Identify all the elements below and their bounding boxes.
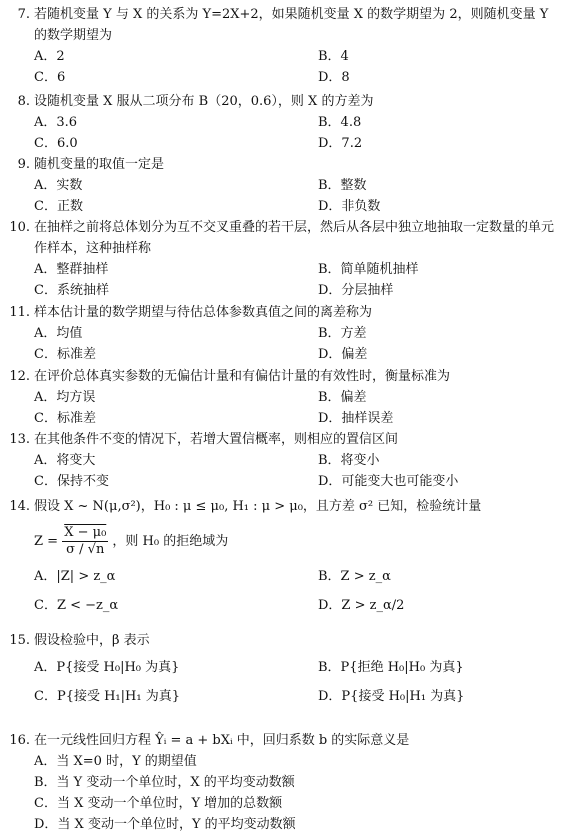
option-b[interactable]: B．简单随机抽样 bbox=[318, 262, 419, 277]
question-text: 假设检验中，β 表示 bbox=[34, 633, 150, 648]
option-c[interactable]: C．标准差 bbox=[34, 411, 96, 426]
option-d[interactable]: D．可能变大也可能变小 bbox=[318, 474, 459, 489]
option-b[interactable]: B．P{拒绝 H₀|H₀ 为真} bbox=[318, 660, 464, 675]
option-b[interactable]: B．当 Y 变动一个单位时，X 的平均变动数额 bbox=[34, 775, 295, 790]
question-16 bbox=[4, 730, 563, 835]
formula-tail: ，则 H₀ 的拒绝域为 bbox=[112, 534, 229, 549]
option-a[interactable]: A．P{接受 H₀|H₀ 为真} bbox=[34, 660, 180, 675]
question-text: 在一元线性回归方程 Ŷᵢ = a + bXᵢ 中，回归系数 b 的实际意义是 bbox=[34, 733, 410, 748]
question-number: 13. bbox=[9, 432, 30, 447]
question-number: 10. bbox=[9, 220, 30, 235]
option-c[interactable]: C．正数 bbox=[34, 199, 83, 214]
option-d[interactable]: D．7.2 bbox=[318, 136, 363, 151]
option-a[interactable]: A．|Z| > z_α bbox=[34, 569, 116, 584]
question-number: 7. bbox=[17, 7, 30, 22]
question-stem bbox=[4, 496, 563, 517]
option-a[interactable]: A．均方误 bbox=[34, 390, 96, 405]
question-stem bbox=[4, 730, 563, 751]
question-number: 12. bbox=[9, 369, 30, 384]
question-stem bbox=[4, 4, 563, 46]
question-13 bbox=[4, 429, 563, 492]
question-text: 样本估计量的数学期望与待估总体参数真值之间的离差称为 bbox=[34, 305, 373, 320]
formula-numerator: X − μ₀ bbox=[64, 525, 107, 540]
options bbox=[34, 657, 563, 707]
option-b[interactable]: B．Z > z_α bbox=[318, 569, 391, 584]
question-stem bbox=[4, 91, 563, 112]
question-stem bbox=[4, 302, 563, 323]
option-c[interactable]: C．6 bbox=[34, 70, 66, 85]
option-d[interactable]: D．抽样误差 bbox=[318, 411, 394, 426]
option-a[interactable]: A．2 bbox=[34, 49, 65, 64]
formula-lhs: Z = bbox=[34, 534, 59, 549]
option-b[interactable]: B．方差 bbox=[318, 326, 367, 341]
option-d[interactable]: D．8 bbox=[318, 70, 350, 85]
options bbox=[34, 323, 563, 365]
question-number: 8. bbox=[17, 94, 30, 109]
options bbox=[34, 46, 563, 88]
option-a[interactable]: A．均值 bbox=[34, 326, 83, 341]
question-text: 在其他条件不变的情况下，若增大置信概率，则相应的置信区间 bbox=[34, 432, 399, 447]
options bbox=[34, 387, 563, 429]
option-b[interactable]: B．4 bbox=[318, 49, 349, 64]
question-text: 设随机变量 X 服从二项分布 B（20，0.6），则 X 的方差为 bbox=[34, 94, 374, 109]
option-a[interactable]: A．当 X=0 时，Y 的期望值 bbox=[34, 754, 197, 769]
question-number: 15. bbox=[9, 633, 30, 648]
question-15 bbox=[4, 630, 563, 707]
question-7 bbox=[4, 4, 563, 88]
options bbox=[34, 566, 563, 616]
question-text: 假设 X ~ N(μ,σ²)，H₀ : μ ≤ μ₀, H₁ : μ > μ₀，且方差 σ² 已知，检验统计量 bbox=[34, 499, 482, 514]
option-c[interactable]: C．保持不变 bbox=[34, 474, 109, 489]
question-stem bbox=[4, 429, 563, 450]
option-c[interactable]: C．6.0 bbox=[34, 136, 78, 151]
option-d[interactable]: D．偏差 bbox=[318, 347, 368, 362]
option-c[interactable]: C．当 X 变动一个单位时，Y 增加的总数额 bbox=[34, 796, 283, 811]
question-8 bbox=[4, 91, 563, 154]
formula-denominator: σ / √n bbox=[66, 542, 105, 557]
option-a[interactable]: A．实数 bbox=[34, 178, 83, 193]
option-b[interactable]: B．4.8 bbox=[318, 115, 362, 130]
question-9 bbox=[4, 154, 563, 217]
question-stem bbox=[4, 217, 563, 259]
option-b[interactable]: B．整数 bbox=[318, 178, 367, 193]
question-stem bbox=[4, 154, 563, 175]
question-number: 14. bbox=[9, 499, 30, 514]
question-12 bbox=[4, 366, 563, 429]
option-a[interactable]: A．将变大 bbox=[34, 453, 96, 468]
options bbox=[34, 112, 563, 154]
option-d[interactable]: D．分层抽样 bbox=[318, 283, 394, 298]
option-c[interactable]: C．Z < −z_α bbox=[34, 598, 119, 613]
question-number: 9. bbox=[17, 157, 30, 172]
question-text: 随机变量的取值一定是 bbox=[34, 157, 165, 172]
question-14 bbox=[4, 496, 563, 616]
option-b[interactable]: B．偏差 bbox=[318, 390, 367, 405]
test-statistic-formula bbox=[34, 525, 563, 558]
option-a[interactable]: A．3.6 bbox=[34, 115, 78, 130]
question-text: 在评价总体真实参数的无偏估计量和有偏估计量的有效性时，衡量标准为 bbox=[34, 369, 451, 384]
option-c[interactable]: C．标准差 bbox=[34, 347, 96, 362]
question-stem bbox=[4, 630, 563, 651]
question-stem bbox=[4, 366, 563, 387]
question-number: 11. bbox=[9, 305, 30, 320]
option-c[interactable]: C．系统抽样 bbox=[34, 283, 109, 298]
formula-fraction bbox=[62, 525, 108, 558]
option-d[interactable]: D．当 X 变动一个单位时，Y 的平均变动数额 bbox=[34, 817, 296, 832]
question-number: 16. bbox=[9, 733, 30, 748]
option-c[interactable]: C．P{接受 H₁|H₁ 为真} bbox=[34, 689, 180, 704]
question-11 bbox=[4, 302, 563, 365]
options bbox=[34, 751, 563, 835]
option-d[interactable]: D．Z > z_α/2 bbox=[318, 598, 405, 613]
question-10 bbox=[4, 217, 563, 301]
option-a[interactable]: A．整群抽样 bbox=[34, 262, 109, 277]
question-text: 在抽样之前将总体划分为互不交叉重叠的若干层，然后从各层中独立地抽取一定数量的单元作样本，这种抽样称 bbox=[34, 220, 555, 256]
options bbox=[34, 259, 563, 301]
question-text: 若随机变量 Y 与 X 的关系为 Y=2X+2，如果随机变量 X 的数学期望为 2，则随机变量 Y 的数学期望为 bbox=[34, 7, 549, 43]
options bbox=[34, 175, 563, 217]
option-d[interactable]: D．非负数 bbox=[318, 199, 381, 214]
option-b[interactable]: B．将变小 bbox=[318, 453, 380, 468]
options bbox=[34, 450, 563, 492]
option-d[interactable]: D．P{接受 H₀|H₁ 为真} bbox=[318, 689, 465, 704]
